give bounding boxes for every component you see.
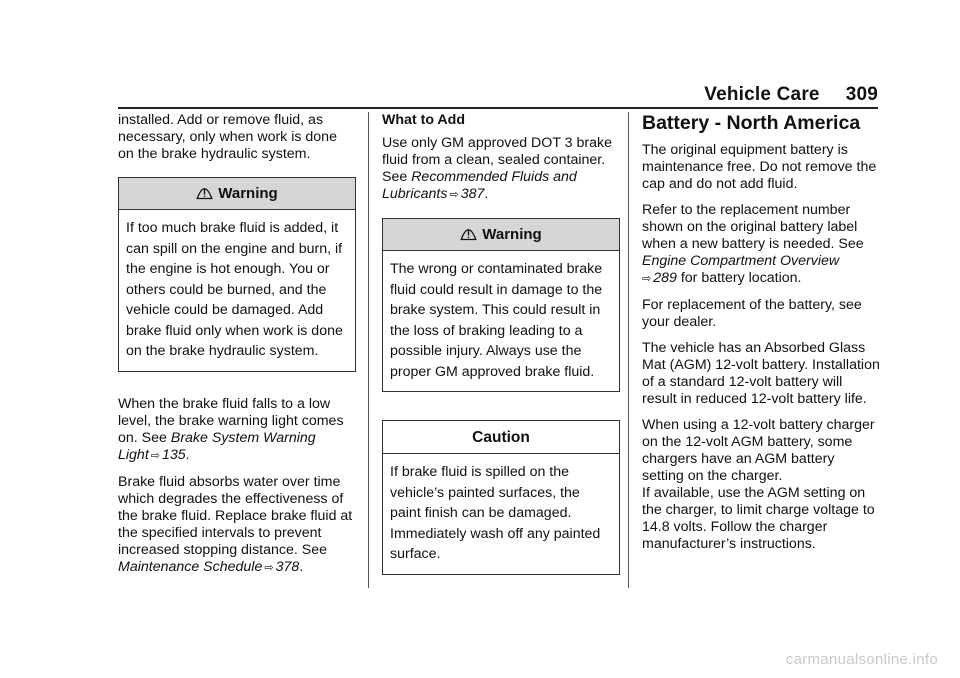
watermark: carmanualsonline.info <box>785 651 938 668</box>
caution-header <box>383 421 619 454</box>
warning-box <box>118 177 356 372</box>
column-2 <box>382 112 620 599</box>
period: . <box>299 558 304 575</box>
page-ref-arrow-icon: ⇨ <box>150 449 160 462</box>
paragraph <box>642 202 880 288</box>
caution-box <box>382 420 620 575</box>
paragraph <box>118 474 356 577</box>
warning-box <box>382 218 620 392</box>
running-head <box>0 84 878 106</box>
warning-title: Warning <box>482 226 542 243</box>
cross-reference-link[interactable]: Maintenance Schedule <box>118 558 263 575</box>
section-heading: What to Add <box>382 112 465 128</box>
section-title: Vehicle Care <box>704 84 820 105</box>
cross-reference-link[interactable]: Recommended Fluids and Lubricants <box>382 169 577 202</box>
period: . <box>185 446 190 463</box>
warning-icon <box>460 224 477 245</box>
paragraph-text: When the brake fluid falls to a low level, the brake warning light comes on. See <box>118 395 344 446</box>
page-ref-number[interactable]: 387 <box>460 186 485 202</box>
page-ref-arrow-icon: ⇨ <box>642 273 652 285</box>
column-divider <box>628 112 629 588</box>
warning-text: If too much brake fluid is added, it can spill on the engine and burn, if the engine is hot enough. You or others could be burned, and the vehicle could be damaged. Add brake fluid only when work is done on the brake hydraulic system. <box>126 220 343 359</box>
paragraph: For replacement of the battery, see your dealer. <box>642 297 862 330</box>
page-number: 309 <box>845 84 878 105</box>
paragraph: The vehicle has an Absorbed Glass Mat (AGM) 12-volt battery. Installation of a standard 12-volt battery will result in reduced 12-volt battery life. <box>642 340 880 407</box>
warning-header <box>383 219 619 251</box>
cross-reference-link[interactable]: Engine Compartment Overview <box>642 253 840 269</box>
warning-header <box>119 178 355 210</box>
cross-reference-link[interactable]: Brake System Warning Light <box>118 429 316 463</box>
column-divider <box>368 112 369 588</box>
paragraph <box>382 135 620 204</box>
page-ref-number[interactable]: 378 <box>275 558 300 575</box>
period: . <box>484 186 489 202</box>
paragraph-text: Use only GM approved DOT 3 brake fluid from a clean, sealed container. See <box>382 135 612 185</box>
page-ref-arrow-icon: ⇨ <box>449 189 459 201</box>
paragraph-text: When using a 12-volt battery charger on the 12-volt AGM battery, some chargers have an AGM battery setting on the charger. <box>642 417 875 484</box>
paragraph: installed. Add or remove fluid, as necessary, only when work is done on the brake hydraulic system. <box>118 112 337 162</box>
page-ref-arrow-icon: ⇨ <box>264 561 274 574</box>
warning-icon <box>196 183 213 204</box>
page-ref-number[interactable]: 135 <box>161 446 186 463</box>
section-heading: Battery - North America <box>642 112 861 134</box>
warning-title: Warning <box>218 185 278 202</box>
column-3 <box>642 112 880 562</box>
header-rule <box>118 107 878 109</box>
paragraph: The original equipment battery is maintenance free. Do not remove the cap and do not add fluid. <box>642 142 877 192</box>
column-1 <box>118 112 356 586</box>
warning-text: The wrong or contaminated brake fluid could result in damage to the brake system. This could result in the loss of braking leading to a possible injury. Always use the proper GM approved brake fluid. <box>390 261 603 380</box>
paragraph-text: Refer to the replacement number shown on the original battery label when a new battery is needed. See <box>642 202 864 252</box>
paragraph-text: Brake fluid absorbs water over time which degrades the effectiveness of the brake fluid. Replace brake fluid at the specified intervals to prevent increased stopping distance. See <box>118 473 353 558</box>
paragraph <box>118 396 356 465</box>
caution-title: Caution <box>472 428 530 446</box>
page-ref-number[interactable]: 289 <box>653 270 677 286</box>
caution-text: If brake fluid is spilled on the vehicle’s painted surfaces, the paint finish can be damaged. Immediately wash off any painted surface. <box>390 464 601 562</box>
paragraph <box>642 417 880 553</box>
paragraph-text: If available, use the AGM setting on the charger, to limit charge voltage to 14.8 volts. Follow the charger manufacturer’s instructions. <box>642 485 875 552</box>
paragraph-text: for battery location. <box>676 270 802 286</box>
